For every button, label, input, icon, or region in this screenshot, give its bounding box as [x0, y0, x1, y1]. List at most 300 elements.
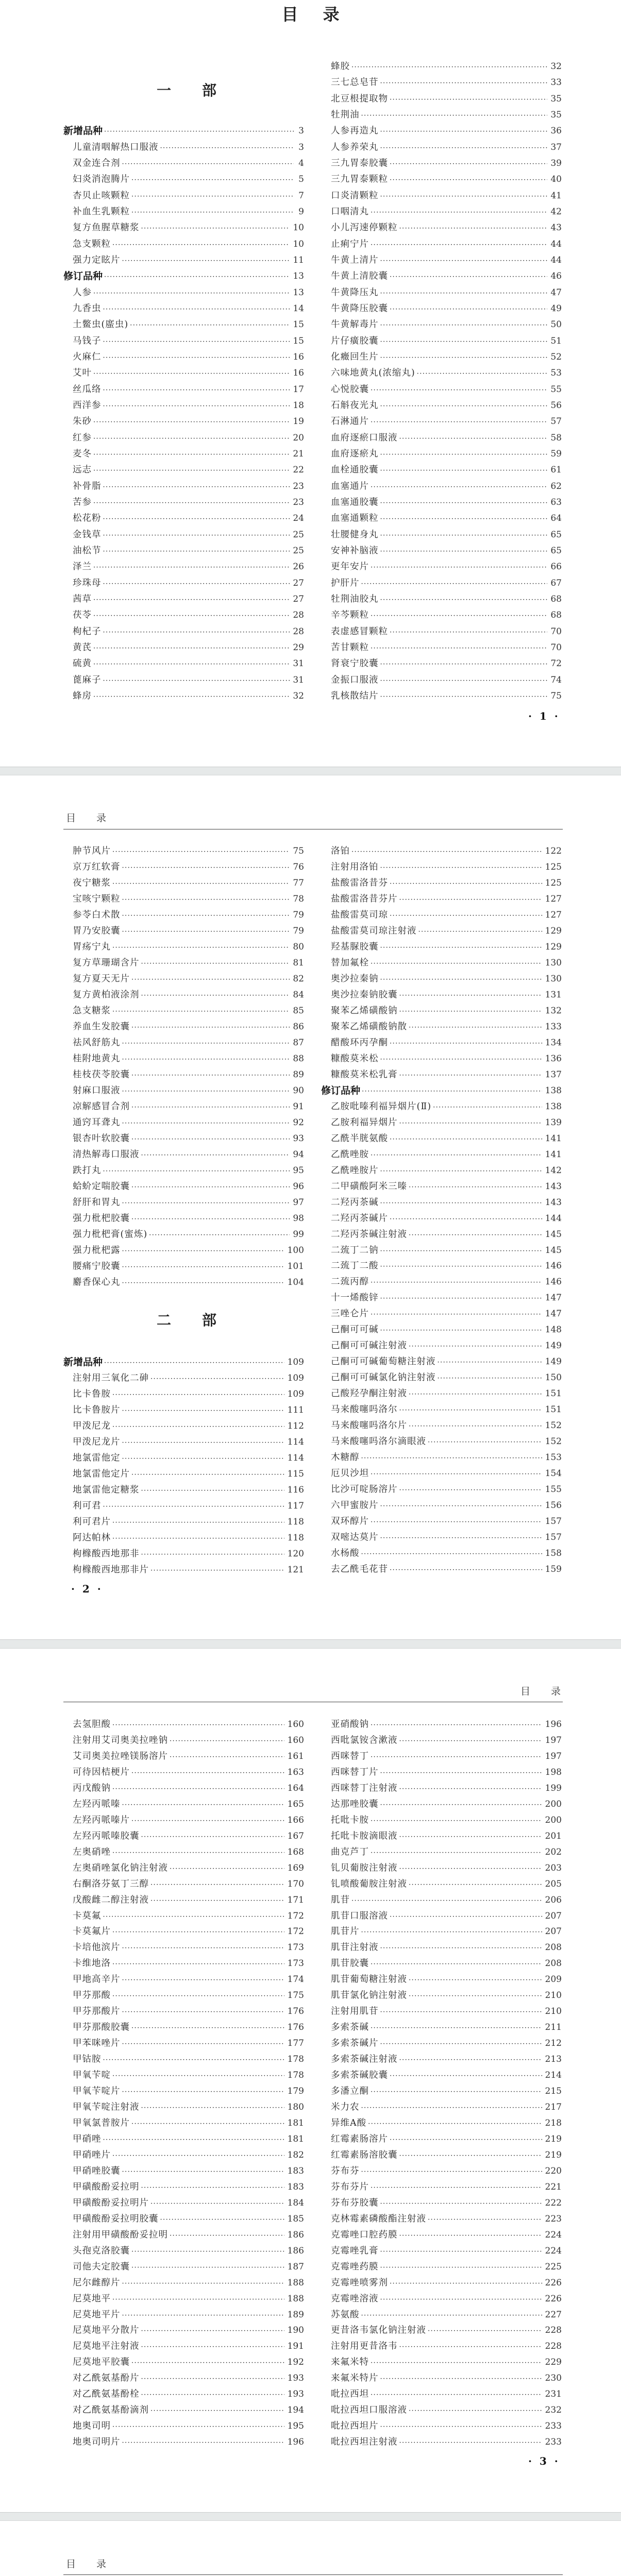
toc-entry[interactable]	[73, 545, 304, 557]
dot-leader	[371, 2356, 542, 2368]
toc-entry[interactable]	[331, 577, 562, 589]
toc-entry[interactable]	[331, 448, 562, 460]
toc-entry[interactable]	[331, 1734, 562, 1747]
toc-entry[interactable]	[331, 941, 562, 953]
entry-title: 马钱子	[73, 335, 102, 346]
dot-leader	[122, 254, 290, 266]
toc-entry[interactable]	[73, 1925, 304, 1938]
toc-entry[interactable]	[331, 641, 562, 654]
entry-title: 来氟米特	[331, 2357, 369, 2368]
toc-entry[interactable]	[331, 1244, 562, 1257]
toc-entry[interactable]	[73, 845, 304, 857]
entry-page-number: 35	[550, 93, 562, 104]
toc-entry[interactable]	[331, 1196, 562, 1209]
toc-entry[interactable]	[73, 1878, 304, 1890]
toc-entry[interactable]	[331, 2436, 562, 2448]
toc-entry[interactable]	[331, 1467, 562, 1480]
toc-entry[interactable]	[73, 1766, 304, 1778]
toc-entry[interactable]	[73, 2309, 304, 2321]
toc-entry[interactable]	[73, 657, 304, 670]
toc-entry[interactable]	[331, 1846, 562, 1858]
toc-entry[interactable]	[73, 254, 304, 266]
toc-entry[interactable]	[73, 432, 304, 444]
toc-entry[interactable]	[73, 690, 304, 702]
toc-section-heading[interactable]	[63, 1356, 304, 1368]
toc-entry[interactable]	[331, 2133, 562, 2145]
entry-page-number: 141	[545, 1133, 562, 1144]
toc-entry[interactable]	[331, 1260, 562, 1272]
toc-entry[interactable]	[331, 2261, 562, 2273]
toc-entry[interactable]	[73, 2117, 304, 2129]
toc-entry[interactable]	[73, 2229, 304, 2241]
toc-entry[interactable]	[73, 1436, 304, 1448]
toc-section-heading[interactable]	[63, 270, 304, 282]
dot-leader	[141, 222, 290, 234]
toc-entry[interactable]	[331, 496, 562, 509]
toc-entry[interactable]	[331, 877, 562, 889]
toc-entry[interactable]	[331, 157, 562, 170]
toc-entry[interactable]	[73, 512, 304, 524]
toc-entry[interactable]	[73, 2404, 304, 2416]
toc-entry[interactable]	[73, 1148, 304, 1161]
toc-entry[interactable]	[331, 973, 562, 985]
toc-entry[interactable]	[73, 286, 304, 299]
toc-entry[interactable]	[331, 2101, 562, 2113]
toc-entry[interactable]	[331, 989, 562, 1001]
toc-entry[interactable]	[73, 190, 304, 202]
toc-entry[interactable]	[331, 561, 562, 573]
toc-entry[interactable]	[73, 1244, 304, 1257]
toc-entry[interactable]	[73, 625, 304, 638]
toc-entry[interactable]	[331, 222, 562, 234]
toc-entry[interactable]	[73, 1420, 304, 1432]
toc-entry[interactable]	[73, 302, 304, 315]
toc-entry[interactable]	[331, 2005, 562, 2018]
toc-entry[interactable]	[331, 545, 562, 557]
toc-entry[interactable]	[73, 1084, 304, 1097]
toc-entry[interactable]	[73, 1452, 304, 1464]
toc-entry[interactable]	[73, 2213, 304, 2225]
toc-entry[interactable]	[73, 2037, 304, 2049]
toc-entry[interactable]	[73, 1973, 304, 1986]
toc-entry[interactable]	[73, 448, 304, 460]
toc-entry[interactable]	[331, 893, 562, 905]
toc-entry[interactable]	[73, 1404, 304, 1416]
toc-entry[interactable]	[331, 1957, 562, 1970]
toc-entry[interactable]	[73, 1021, 304, 1033]
toc-entry[interactable]	[331, 318, 562, 331]
toc-entry[interactable]	[73, 2021, 304, 2033]
toc-entry[interactable]	[73, 2245, 304, 2257]
entry-page-number: 137	[545, 1069, 562, 1080]
toc-entry[interactable]	[73, 1484, 304, 1496]
entry-page-number: 127	[545, 893, 562, 904]
toc-entry[interactable]	[331, 2165, 562, 2177]
toc-entry[interactable]	[331, 1148, 562, 1161]
toc-entry[interactable]	[73, 1814, 304, 1826]
toc-entry[interactable]	[73, 1941, 304, 1954]
toc-entry[interactable]	[73, 1750, 304, 1762]
toc-entry[interactable]	[331, 109, 562, 121]
toc-entry[interactable]	[73, 973, 304, 985]
toc-entry[interactable]	[73, 941, 304, 953]
toc-entry[interactable]	[331, 1292, 562, 1304]
toc-entry[interactable]	[73, 957, 304, 969]
toc-entry[interactable]	[331, 1766, 562, 1778]
toc-entry[interactable]	[331, 206, 562, 218]
dot-leader	[131, 173, 294, 185]
toc-entry[interactable]	[331, 302, 562, 315]
toc-entry[interactable]	[331, 1435, 562, 1448]
toc-entry[interactable]	[73, 2388, 304, 2400]
toc-entry[interactable]	[73, 2356, 304, 2368]
toc-entry[interactable]	[73, 2197, 304, 2209]
toc-entry[interactable]	[331, 1814, 562, 1826]
toc-entry[interactable]	[331, 1387, 562, 1400]
toc-entry[interactable]	[331, 1116, 562, 1129]
entry-page-number: 165	[287, 1799, 304, 1809]
toc-entry[interactable]	[331, 957, 562, 969]
toc-entry[interactable]	[331, 1100, 562, 1113]
entry-title: 参苓白术散	[73, 910, 121, 920]
toc-entry[interactable]	[73, 1037, 304, 1049]
toc-entry[interactable]	[73, 222, 304, 234]
toc-entry[interactable]	[331, 1308, 562, 1320]
toc-entry[interactable]	[73, 1053, 304, 1065]
toc-entry[interactable]	[331, 609, 562, 621]
toc-entry[interactable]	[73, 2005, 304, 2018]
toc-entry[interactable]	[331, 1371, 562, 1384]
toc-entry[interactable]	[73, 1372, 304, 1384]
toc-entry[interactable]	[331, 415, 562, 428]
toc-entry[interactable]	[331, 2085, 562, 2097]
toc-entry[interactable]	[73, 1957, 304, 1970]
toc-entry[interactable]	[73, 2133, 304, 2145]
toc-entry[interactable]	[73, 1862, 304, 1874]
toc-entry[interactable]	[73, 1276, 304, 1289]
toc-entry[interactable]	[73, 2261, 304, 2273]
toc-entry[interactable]	[331, 2293, 562, 2305]
toc-entry[interactable]	[73, 877, 304, 889]
toc-entry[interactable]	[331, 2069, 562, 2081]
toc-entry[interactable]	[73, 909, 304, 921]
toc-entry[interactable]	[331, 1941, 562, 1954]
toc-entry[interactable]	[73, 1894, 304, 1906]
toc-entry[interactable]	[331, 286, 562, 299]
toc-entry[interactable]	[73, 2085, 304, 2097]
toc-entry[interactable]	[73, 415, 304, 428]
toc-entry[interactable]	[73, 1989, 304, 2002]
toc-entry[interactable]	[331, 1862, 562, 1874]
toc-entry[interactable]	[331, 1340, 562, 1352]
toc-section-heading[interactable]	[321, 1084, 562, 1097]
toc-entry[interactable]	[73, 1212, 304, 1225]
toc-entry[interactable]	[73, 1005, 304, 1017]
toc-entry[interactable]	[73, 1564, 304, 1576]
toc-entry[interactable]	[331, 1563, 562, 1575]
dot-leader	[371, 1750, 542, 1762]
toc-entry[interactable]	[331, 1069, 562, 1081]
toc-entry[interactable]	[331, 399, 562, 412]
entry-page-number: 223	[545, 2213, 562, 2224]
toc-entry[interactable]	[331, 861, 562, 873]
toc-entry[interactable]	[331, 1547, 562, 1560]
toc-entry[interactable]	[331, 1830, 562, 1842]
toc-entry[interactable]	[331, 2324, 562, 2336]
toc-entry[interactable]	[73, 593, 304, 605]
toc-entry[interactable]	[73, 2101, 304, 2113]
toc-entry[interactable]	[73, 1100, 304, 1113]
toc-entry[interactable]	[73, 238, 304, 250]
toc-entry[interactable]	[331, 1483, 562, 1496]
toc-entry[interactable]	[331, 2181, 562, 2193]
dot-leader	[380, 2261, 542, 2273]
dot-leader	[371, 1276, 542, 1288]
toc-entry[interactable]	[331, 1228, 562, 1241]
entry-page-number: 149	[545, 1357, 562, 1367]
toc-entry[interactable]	[331, 1212, 562, 1225]
toc-entry[interactable]	[331, 238, 562, 250]
toc-entry[interactable]	[331, 270, 562, 282]
toc-entry[interactable]	[331, 351, 562, 363]
toc-entry[interactable]	[331, 2420, 562, 2432]
entry-title: 三九胃泰胶囊	[331, 158, 388, 168]
toc-entry[interactable]	[331, 2340, 562, 2352]
toc-entry[interactable]	[73, 2053, 304, 2065]
entry-page-number: 152	[545, 1436, 562, 1447]
toc-entry[interactable]	[73, 1830, 304, 1842]
toc-entry[interactable]	[331, 1451, 562, 1464]
toc-entry[interactable]	[331, 2117, 562, 2129]
toc-entry[interactable]	[331, 2021, 562, 2033]
toc-entry[interactable]	[331, 60, 562, 73]
toc-entry[interactable]	[331, 2149, 562, 2161]
toc-entry[interactable]	[73, 674, 304, 686]
entry-title: 红霉素肠溶片	[331, 2133, 388, 2144]
toc-entry[interactable]	[331, 1531, 562, 1544]
toc-entry[interactable]	[331, 1750, 562, 1762]
toc-entry[interactable]	[73, 1516, 304, 1528]
dot-leader	[131, 2245, 284, 2257]
toc-entry[interactable]	[73, 609, 304, 621]
toc-entry[interactable]	[331, 464, 562, 476]
toc-entry[interactable]	[73, 529, 304, 541]
toc-entry[interactable]	[331, 690, 562, 702]
toc-entry[interactable]	[73, 2277, 304, 2289]
toc-entry[interactable]	[73, 1228, 304, 1241]
toc-entry[interactable]	[331, 93, 562, 105]
entry-page-number: 174	[287, 1974, 304, 1985]
toc-entry[interactable]	[331, 1499, 562, 1512]
entry-title: 地奥司明片	[73, 2437, 121, 2448]
toc-entry[interactable]	[331, 254, 562, 266]
toc-entry[interactable]	[331, 1798, 562, 1810]
toc-entry[interactable]	[73, 2181, 304, 2193]
toc-entry[interactable]	[73, 1500, 304, 1512]
entry-title: 地氯雷他定片	[73, 1469, 130, 1479]
toc-entry[interactable]	[331, 335, 562, 347]
entry-title: 盐酸雷莫司琼	[331, 909, 388, 920]
toc-entry[interactable]	[331, 1910, 562, 1922]
entry-page-number: 11	[293, 255, 304, 265]
entry-page-number: 161	[287, 1751, 304, 1761]
toc-entry[interactable]	[331, 383, 562, 396]
toc-entry[interactable]	[331, 1925, 562, 1938]
toc-entry[interactable]	[73, 496, 304, 509]
toc-entry[interactable]	[331, 76, 562, 89]
toc-entry[interactable]	[73, 1196, 304, 1209]
toc-entry[interactable]	[73, 1798, 304, 1810]
dot-leader	[380, 1164, 542, 1177]
toc-entry[interactable]	[331, 1355, 562, 1368]
toc-entry[interactable]	[73, 1548, 304, 1560]
toc-entry[interactable]	[331, 925, 562, 937]
toc-section-heading[interactable]	[63, 125, 304, 137]
entry-title: 肌苷	[331, 1894, 350, 1905]
toc-entry[interactable]	[73, 1910, 304, 1922]
toc-entry[interactable]	[73, 1180, 304, 1193]
toc-entry[interactable]	[73, 1116, 304, 1129]
toc-entry[interactable]	[331, 593, 562, 605]
toc-entry[interactable]	[331, 125, 562, 137]
entry-page-number: 139	[545, 1117, 562, 1128]
toc-entry[interactable]	[73, 2324, 304, 2336]
toc-entry[interactable]	[331, 2213, 562, 2225]
toc-entry[interactable]	[331, 2037, 562, 2049]
toc-entry[interactable]	[331, 173, 562, 185]
toc-entry[interactable]	[331, 2053, 562, 2065]
toc-entry[interactable]	[331, 1132, 562, 1145]
dot-leader	[380, 1766, 542, 1778]
entry-title: 人参养荣丸	[331, 142, 379, 152]
dot-leader	[150, 1564, 284, 1576]
toc-entry[interactable]	[73, 1468, 304, 1480]
toc-entry[interactable]	[73, 351, 304, 363]
toc-entry[interactable]	[331, 1515, 562, 1528]
toc-entry[interactable]	[73, 318, 304, 331]
toc-entry[interactable]	[73, 2436, 304, 2448]
entry-page-number: 160	[287, 1719, 304, 1730]
toc-entry[interactable]	[73, 399, 304, 412]
toc-entry[interactable]	[331, 1276, 562, 1288]
toc-entry[interactable]	[73, 1782, 304, 1794]
toc-entry[interactable]	[73, 1388, 304, 1400]
toc-entry[interactable]	[73, 925, 304, 937]
toc-entry[interactable]	[73, 2165, 304, 2177]
toc-entry[interactable]	[331, 2197, 562, 2209]
toc-entry[interactable]	[73, 2372, 304, 2384]
toc-entry[interactable]	[331, 1021, 562, 1033]
toc-entry[interactable]	[73, 2149, 304, 2161]
dot-leader	[122, 1973, 284, 1986]
toc-entry[interactable]	[73, 1132, 304, 1145]
toc-entry[interactable]	[73, 141, 304, 154]
toc-entry[interactable]	[331, 1718, 562, 1731]
toc-entry[interactable]	[73, 480, 304, 493]
toc-entry[interactable]	[73, 1846, 304, 1858]
toc-entry[interactable]	[331, 1973, 562, 1986]
toc-entry[interactable]	[331, 2372, 562, 2384]
toc-entry[interactable]	[331, 367, 562, 379]
toc-entry[interactable]	[331, 625, 562, 638]
toc-entry[interactable]	[331, 1782, 562, 1794]
toc-entry[interactable]	[331, 2277, 562, 2289]
toc-entry[interactable]	[331, 1324, 562, 1336]
toc-entry[interactable]	[331, 2404, 562, 2416]
toc-entry[interactable]	[331, 1894, 562, 1906]
toc-entry[interactable]	[73, 2420, 304, 2432]
toc-entry[interactable]	[331, 1164, 562, 1177]
toc-entry[interactable]	[73, 989, 304, 1001]
entry-title: 地氯雷他定糖浆	[73, 1485, 140, 1495]
toc-entry[interactable]	[331, 2388, 562, 2400]
entry-page-number: 43	[550, 223, 562, 233]
toc-entry[interactable]	[73, 1734, 304, 1747]
dot-leader	[131, 190, 294, 202]
toc-entry[interactable]	[73, 1260, 304, 1273]
toc-entry[interactable]	[73, 173, 304, 185]
toc-entry[interactable]	[331, 2245, 562, 2257]
toc-entry[interactable]	[73, 1532, 304, 1544]
toc-entry[interactable]	[331, 1989, 562, 2002]
toc-entry[interactable]	[331, 2309, 562, 2321]
toc-entry[interactable]	[331, 1419, 562, 1432]
toc-entry[interactable]	[331, 1403, 562, 1416]
toc-entry[interactable]	[73, 367, 304, 379]
toc-entry[interactable]	[331, 1878, 562, 1890]
dot-leader	[380, 399, 548, 412]
toc-entry[interactable]	[331, 141, 562, 154]
dot-leader	[399, 1005, 542, 1017]
toc-entry[interactable]	[331, 529, 562, 541]
toc-entry[interactable]	[331, 480, 562, 493]
entry-page-number: 44	[550, 255, 562, 265]
toc-entry[interactable]	[331, 1180, 562, 1193]
toc-entry[interactable]	[331, 674, 562, 686]
toc-entry[interactable]	[331, 845, 562, 857]
toc-entry[interactable]	[73, 2293, 304, 2305]
toc-entry[interactable]	[73, 157, 304, 170]
toc-entry[interactable]	[331, 190, 562, 202]
toc-entry[interactable]	[331, 1053, 562, 1065]
toc-entry[interactable]	[331, 657, 562, 670]
toc-entry[interactable]	[331, 2356, 562, 2368]
toc-entry[interactable]	[331, 909, 562, 921]
toc-entry[interactable]	[73, 383, 304, 396]
entry-title: 甲氧苄啶注射液	[73, 2102, 140, 2113]
toc-entry[interactable]	[73, 641, 304, 654]
toc-entry[interactable]	[73, 464, 304, 476]
toc-entry[interactable]	[73, 335, 304, 347]
toc-entry[interactable]	[331, 512, 562, 524]
toc-entry[interactable]	[73, 1164, 304, 1177]
dot-leader	[371, 561, 547, 573]
toc-entry[interactable]	[73, 1718, 304, 1731]
toc-entry[interactable]	[73, 206, 304, 218]
toc-entry[interactable]	[73, 2069, 304, 2081]
toc-entry[interactable]	[331, 1005, 562, 1017]
toc-entry[interactable]	[73, 861, 304, 873]
toc-entry[interactable]	[331, 2229, 562, 2241]
toc-entry[interactable]	[331, 432, 562, 444]
toc-entry[interactable]	[73, 2340, 304, 2352]
toc-entry[interactable]	[73, 1069, 304, 1081]
toc-entry[interactable]	[73, 577, 304, 589]
toc-entry[interactable]	[331, 1037, 562, 1049]
toc-entry[interactable]	[73, 893, 304, 905]
toc-entry[interactable]	[73, 561, 304, 573]
dot-leader	[380, 2037, 542, 2049]
